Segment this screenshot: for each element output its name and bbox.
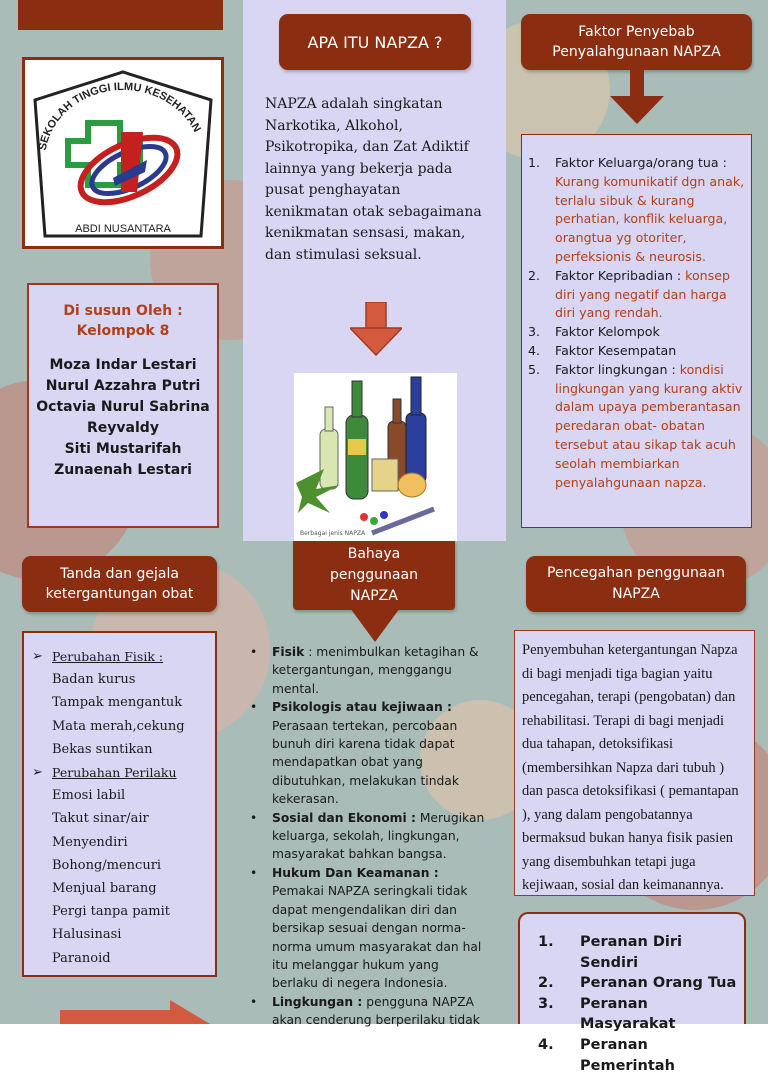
role-number: 3. bbox=[538, 995, 554, 1012]
danger-detail: : menimbulkan ketagihan & ketergantungan, menggangu mental. bbox=[272, 645, 479, 696]
causes-header: Faktor Penyebab Penyalahgunaan NAPZA bbox=[521, 14, 752, 70]
danger-label: Sosial dan Ekonomi : bbox=[272, 810, 416, 825]
cause-detail: Kurang komunikatif dgn anak, terlalu sibuk & kurang perhatian, konflik keluarga, orangtua yg otoriter, perfeksionis & neurosis. bbox=[555, 173, 745, 264]
danger-text bbox=[272, 698, 486, 808]
signs-subtitle bbox=[32, 761, 212, 784]
role-item bbox=[538, 1035, 744, 1076]
bottles-drugs-icon bbox=[294, 373, 457, 541]
role-item bbox=[538, 932, 744, 973]
role-text: Peranan Masyarakat bbox=[580, 995, 676, 1033]
sign-item: Tampak mengantuk bbox=[52, 695, 183, 711]
cause-text bbox=[555, 361, 748, 493]
arrow-bullet-icon: ➢ bbox=[32, 649, 43, 664]
cause-text bbox=[555, 323, 660, 342]
signs-subtitle-text: Perubahan Fisik : bbox=[52, 649, 164, 664]
sign-item: Menjual barang bbox=[52, 881, 157, 897]
sign-item: Emosi labil bbox=[52, 788, 126, 804]
cause-number: 1. bbox=[528, 155, 541, 170]
prevention-header: Pencegahan penggunaan NAPZA bbox=[526, 556, 746, 612]
danger-text bbox=[272, 809, 486, 864]
authors-box bbox=[27, 283, 219, 528]
cause-detail: kondisi lingkungan yang kurang aktiv dalam upaya pemberantasan peredaran obat- obatan tersebut atau sikap tak acuh seolah membiarkan penyalahgunaan napza. bbox=[555, 361, 743, 490]
danger-detail: Perasaan tertekan, percobaan bunuh diri karena tidak dapat mendapatkan obat yang dibutuhkan, melakukan tindak kekerasan. bbox=[272, 718, 459, 807]
danger-text bbox=[272, 864, 486, 993]
down-arrow-icon bbox=[610, 70, 664, 124]
danger-label: Lingkungan : bbox=[272, 994, 363, 1009]
danger-text bbox=[272, 643, 486, 698]
sign-item: Bohong/mencuri bbox=[52, 857, 162, 873]
sign-item: Pergi tanpa pamit bbox=[52, 904, 171, 920]
sign-item: Takut sinar/air bbox=[52, 811, 149, 827]
sign-item: Mata merah,cekung bbox=[52, 718, 185, 734]
danger-item bbox=[250, 864, 486, 993]
danger-item bbox=[250, 643, 486, 698]
cause-text bbox=[555, 342, 676, 361]
role-number: 2. bbox=[538, 975, 554, 992]
roles-scroll bbox=[518, 912, 746, 1074]
college-logo bbox=[25, 60, 221, 246]
role-text: Peranan Pemerintah bbox=[580, 1036, 675, 1074]
danger-detail: pengguna NAPZA akan cenderung berperilaku tidak bbox=[272, 994, 480, 1028]
arrow-bullet-icon: ➢ bbox=[32, 765, 43, 781]
danger-detail: Merugikan keluarga, sekolah, lingkungan, masyarakat bahkan bangsa. bbox=[272, 810, 485, 862]
cause-number: 2. bbox=[528, 267, 541, 283]
authors-list bbox=[29, 355, 217, 481]
danger-item bbox=[250, 809, 486, 864]
sign-item: Paranoid bbox=[52, 950, 111, 966]
authors-group: Kelompok 8 bbox=[76, 323, 170, 339]
danger-label: Fisik bbox=[272, 645, 305, 659]
cause-label: Faktor Kelompok bbox=[555, 324, 660, 340]
dangers-header: Bahaya penggunaan NAPZA bbox=[293, 541, 455, 610]
logo-arc-text: SEKOLAH TINGGI ILMU KESEHATAN bbox=[36, 80, 203, 152]
signs-subtitle bbox=[32, 645, 212, 668]
logo-frame bbox=[22, 57, 224, 249]
role-text: Peranan Orang Tua bbox=[580, 975, 737, 992]
cause-item bbox=[528, 154, 748, 267]
napza-definition: NAPZA adalah singkatan Narkotika, Alkohol, Psikotropika, dan Zat Adiktif lainnya yang bekerja pada pusat penghayatan kenikmatan otak sebagaimana kenikmatan sensasi, makan, dan stimulasi seksual. bbox=[265, 96, 482, 263]
cause-label: Faktor lingkungan : bbox=[555, 361, 676, 377]
bullet-icon: • bbox=[250, 810, 258, 825]
danger-text bbox=[272, 993, 486, 1030]
cause-text bbox=[555, 267, 748, 323]
dangers-list bbox=[250, 643, 486, 1030]
illustration-caption: Berbagai jenis NAPZA bbox=[300, 530, 366, 537]
napza-illustration bbox=[294, 373, 457, 541]
cause-item bbox=[528, 361, 748, 493]
signs-content bbox=[32, 645, 212, 970]
top-left-banner bbox=[18, 0, 223, 30]
author-name: Octavia Nurul Sabrina bbox=[36, 399, 210, 415]
sign-item: Menyendiri bbox=[52, 834, 128, 850]
right-arrow-icon bbox=[60, 996, 210, 1024]
down-arrow-icon bbox=[350, 302, 402, 356]
cause-text bbox=[555, 154, 748, 267]
cause-detail: konsep diri yang negatif dan harga diri yang rendah. bbox=[555, 267, 730, 321]
roles-list bbox=[520, 932, 744, 1076]
role-text: Peranan Diri Sendiri bbox=[580, 934, 683, 971]
role-number: 1. bbox=[538, 934, 554, 950]
danger-item bbox=[250, 698, 486, 808]
cause-label: Faktor Kepribadian : bbox=[555, 267, 682, 283]
sign-item: Halusinasi bbox=[52, 927, 122, 943]
role-item bbox=[538, 973, 744, 994]
sign-item: Badan kurus bbox=[52, 672, 136, 688]
prevention-text: Penyembuhan ketergantungan Napza di bagi menjadi tiga bagian yaitu pencegahan, terapi (pengobatan) dan rehabilitasi. Terapi di bagi menjadi dua tahapan, detoksifikasi (membersihkan Napza dari tubuh ) dan pasca detoksifikasi ( pemantapan ), yang dalam pengobatannya bermaksud bukan hanya fisik pasien yang disembuhkan tetapi juga kejiwaan, sosial dan keimanannya. bbox=[522, 642, 739, 893]
what-is-napza-header: APA ITU NAPZA ? bbox=[279, 14, 471, 70]
danger-label: Psikologis atau kejiwaan : bbox=[272, 700, 452, 715]
prevention-box bbox=[514, 630, 755, 896]
down-arrow-icon bbox=[350, 608, 400, 643]
authors-heading: Di susun Oleh : bbox=[63, 303, 183, 319]
role-item bbox=[538, 994, 744, 1035]
danger-detail: Pemakai NAPZA seringkali tidak dapat mengendalikan diri dan bersikap sesuai dengan norma-norma umum masyarakat dan hal itu melanggar hukum yang berlaku di negera Indonesia. bbox=[272, 884, 482, 991]
cause-item bbox=[528, 267, 748, 323]
cause-item bbox=[528, 323, 748, 342]
signs-header: Tanda dan gejala ketergantungan obat bbox=[22, 556, 217, 612]
cause-label: Faktor Kesempatan bbox=[555, 342, 677, 358]
causes-list bbox=[528, 154, 748, 492]
bullet-icon: • bbox=[250, 700, 258, 715]
signs-subtitle-text: Perubahan Perilaku bbox=[52, 765, 177, 781]
logo-bottom-text: ABDI NUSANTARA bbox=[75, 223, 171, 235]
bullet-icon: • bbox=[250, 645, 258, 659]
danger-item bbox=[250, 993, 486, 1030]
author-name: Reyvaldy bbox=[87, 420, 159, 436]
author-name: Moza Indar Lestari bbox=[49, 357, 197, 373]
author-name: Siti Mustarifah bbox=[64, 441, 182, 457]
bullet-icon: • bbox=[250, 994, 258, 1009]
bullet-icon: • bbox=[250, 865, 258, 880]
role-number: 4. bbox=[538, 1036, 554, 1053]
cause-number: 5. bbox=[528, 361, 541, 377]
danger-label: Hukum Dan Keamanan : bbox=[272, 865, 439, 880]
cause-item bbox=[528, 342, 748, 361]
author-name: Zunaenah Lestari bbox=[54, 462, 192, 478]
sign-item: Bekas suntikan bbox=[52, 741, 153, 757]
cause-label: Faktor Keluarga/orang tua : bbox=[555, 155, 727, 170]
cause-number: 3. bbox=[528, 324, 541, 340]
cause-number: 4. bbox=[528, 342, 541, 358]
author-name: Nurul Azzahra Putri bbox=[45, 378, 201, 394]
